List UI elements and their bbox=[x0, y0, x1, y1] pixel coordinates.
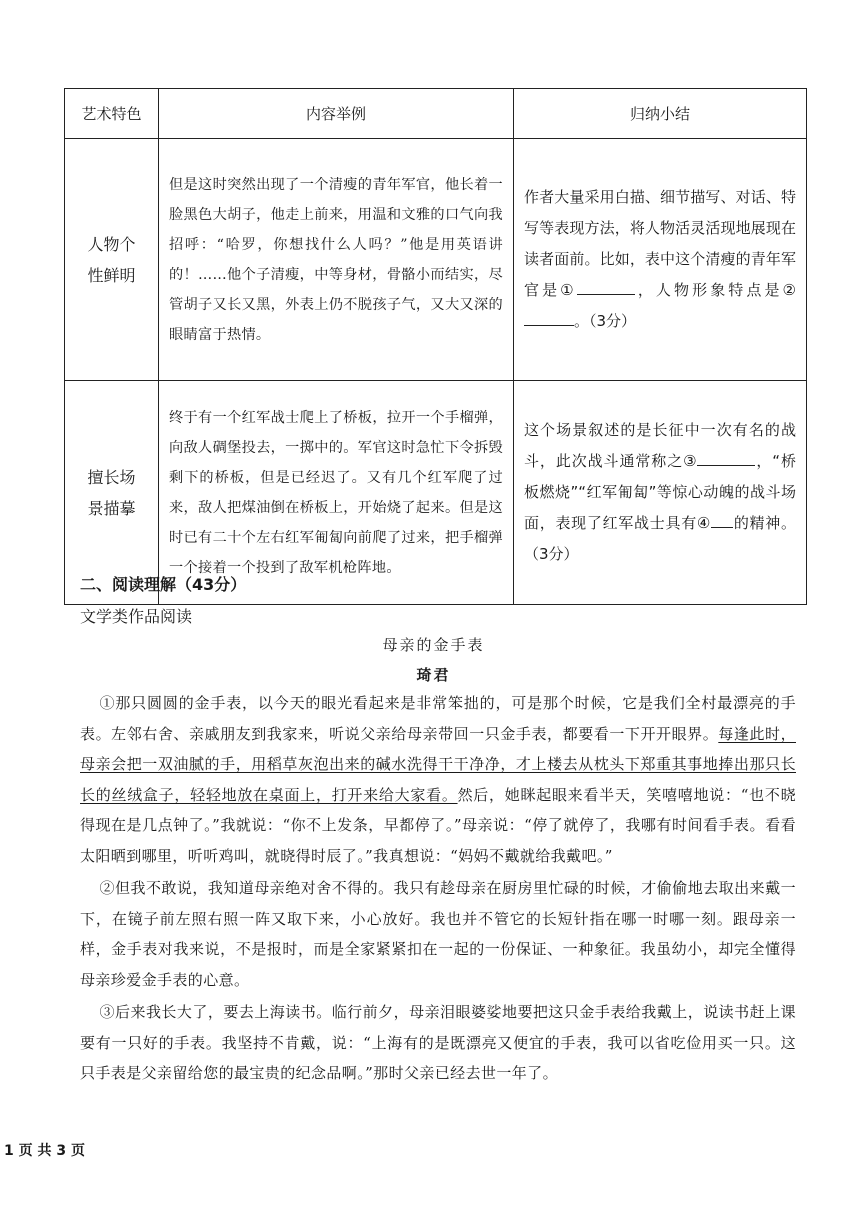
article-body bbox=[80, 688, 796, 1091]
example-cell: 但是这时突然出现了一个清瘦的青年军官，他长着一脸黑色大胡子，他走上前来，用温和文雅的口气向我招呼：“哈罗，你想找什么人吗？”他是用英语讲的！……他个子清瘦，中等身材，骨骼小而结实，尽管胡子又长又黑，外表上仍不脱孩子气，又大又深的眼睛富于热情。 bbox=[159, 139, 514, 381]
paragraph-1-end: 然后，她眯起眼来看半天，笑嘻嘻地说：“也不晓得现在是几点钟了。”我就说：“你不上发条，早都停了。”母亲说：“停了就停了，我哪有时间看手表。看看太阳晒到哪里，听听鸡叫，就晓得时辰了。”我真想说：“妈妈不戴就给我戴吧。” bbox=[80, 785, 796, 865]
table-row bbox=[65, 139, 807, 381]
summary-text-c: 。（3分） bbox=[574, 312, 637, 330]
page-number: 1 页 共 3 页 bbox=[4, 1143, 85, 1159]
summary-cell bbox=[514, 139, 807, 381]
feature-label: 擅长场景描摹 bbox=[87, 467, 136, 518]
paragraph-1 bbox=[80, 688, 796, 871]
underlined-sentence: 每逢此时，母亲会把一双油腻的手，用稻草灰泡出来的碱水洗得干干净净，才上楼去从枕头下郑重其事地捧出那只长长的丝绒盒子，轻轻地放在桌面上，打开来给大家看。 bbox=[80, 724, 796, 804]
summary-text-a: 这个场景叙述的是长征中一次有名的战斗，此次战斗通常称之③ bbox=[524, 421, 796, 470]
answer-blank-4[interactable] bbox=[711, 511, 733, 528]
section-subtitle: 文学类作品阅读 bbox=[80, 607, 193, 626]
paragraph-3: ③后来我长大了，要去上海读书。临行前夕，母亲泪眼婆娑地要把这只金手表给我戴上，说读书赶上课要有一只好的手表。我坚持不肯戴，说：“上海有的是既漂亮又便宜的手表，我可以省吃俭用买一只。这只手表是父亲留给您的最宝贵的纪念品啊。”那时父亲已经去世一年了。 bbox=[80, 1003, 796, 1082]
feature-label: 人物个性鲜明 bbox=[87, 234, 136, 285]
summary-text-b: ，人物形象特点是② bbox=[634, 281, 797, 299]
table-header-feature: 艺术特色 bbox=[65, 89, 159, 139]
article-title: 母亲的金手表 bbox=[382, 636, 485, 654]
table-row bbox=[65, 381, 807, 605]
summary-text-c: 的精神。（3分） bbox=[524, 514, 796, 563]
article-author: 琦君 bbox=[416, 666, 451, 684]
example-cell: 终于有一个红军战士爬上了桥板，拉开一个手榴弹，向敌人碉堡投去，一掷中的。军官这时急忙下令拆毁剩下的桥板，但是已经迟了。又有几个红军爬了过来，敌人把煤油倒在桥板上，开始烧了起来。但是这时已有二十个左右红军匍匐向前爬了过来，把手榴弹一个接着一个投到了敌军机枪阵地。 bbox=[159, 381, 514, 605]
art-features-table bbox=[64, 88, 807, 605]
summary-cell bbox=[514, 381, 807, 605]
paragraph-2: ②但我不敢说，我知道母亲绝对舍不得的。我只有趁母亲在厨房里忙碌的时候，才偷偷地去取出来戴一下，在镜子前左照右照一阵又取下来，小心放好。我也并不管它的长短针指在哪一时哪一刻。跟母亲一样，金手表对我来说，不是报时，而是全家紧紧扣在一起的一份保证、一种象征。我虽幼小，却完全懂得母亲珍爱金手表的心意。 bbox=[80, 879, 796, 989]
feature-cell bbox=[65, 139, 159, 381]
table-header-summary: 归纳小结 bbox=[514, 89, 807, 139]
feature-cell bbox=[65, 381, 159, 605]
answer-blank-2[interactable] bbox=[524, 309, 574, 326]
paragraph-1-start: ①那只圆圆的金手表，以今天的眼光看起来是非常笨拙的，可是那个时候，它是我们全村最漂亮的手表。左邻右舍、亲戚朋友到我家来，听说父亲给母亲带回一只金手表，都要看一下开开眼界。 bbox=[80, 694, 796, 743]
summary-text-b: ，“桥板燃烧”“红军匍匐”等惊心动魄的战斗场面，表现了红军战士具有④ bbox=[524, 452, 796, 532]
table-header-example: 内容举例 bbox=[159, 89, 514, 139]
answer-blank-1[interactable] bbox=[577, 278, 635, 295]
section-title: 二、阅读理解（43分） bbox=[80, 575, 247, 594]
summary-text-a: 作者大量采用白描、细节描写、对话、特写等表现方法，将人物活灵活现地展现在读者面前。比如，表中这个清瘦的青年军官是① bbox=[524, 188, 796, 299]
table-header-row bbox=[65, 89, 807, 139]
answer-blank-3[interactable] bbox=[697, 449, 755, 466]
